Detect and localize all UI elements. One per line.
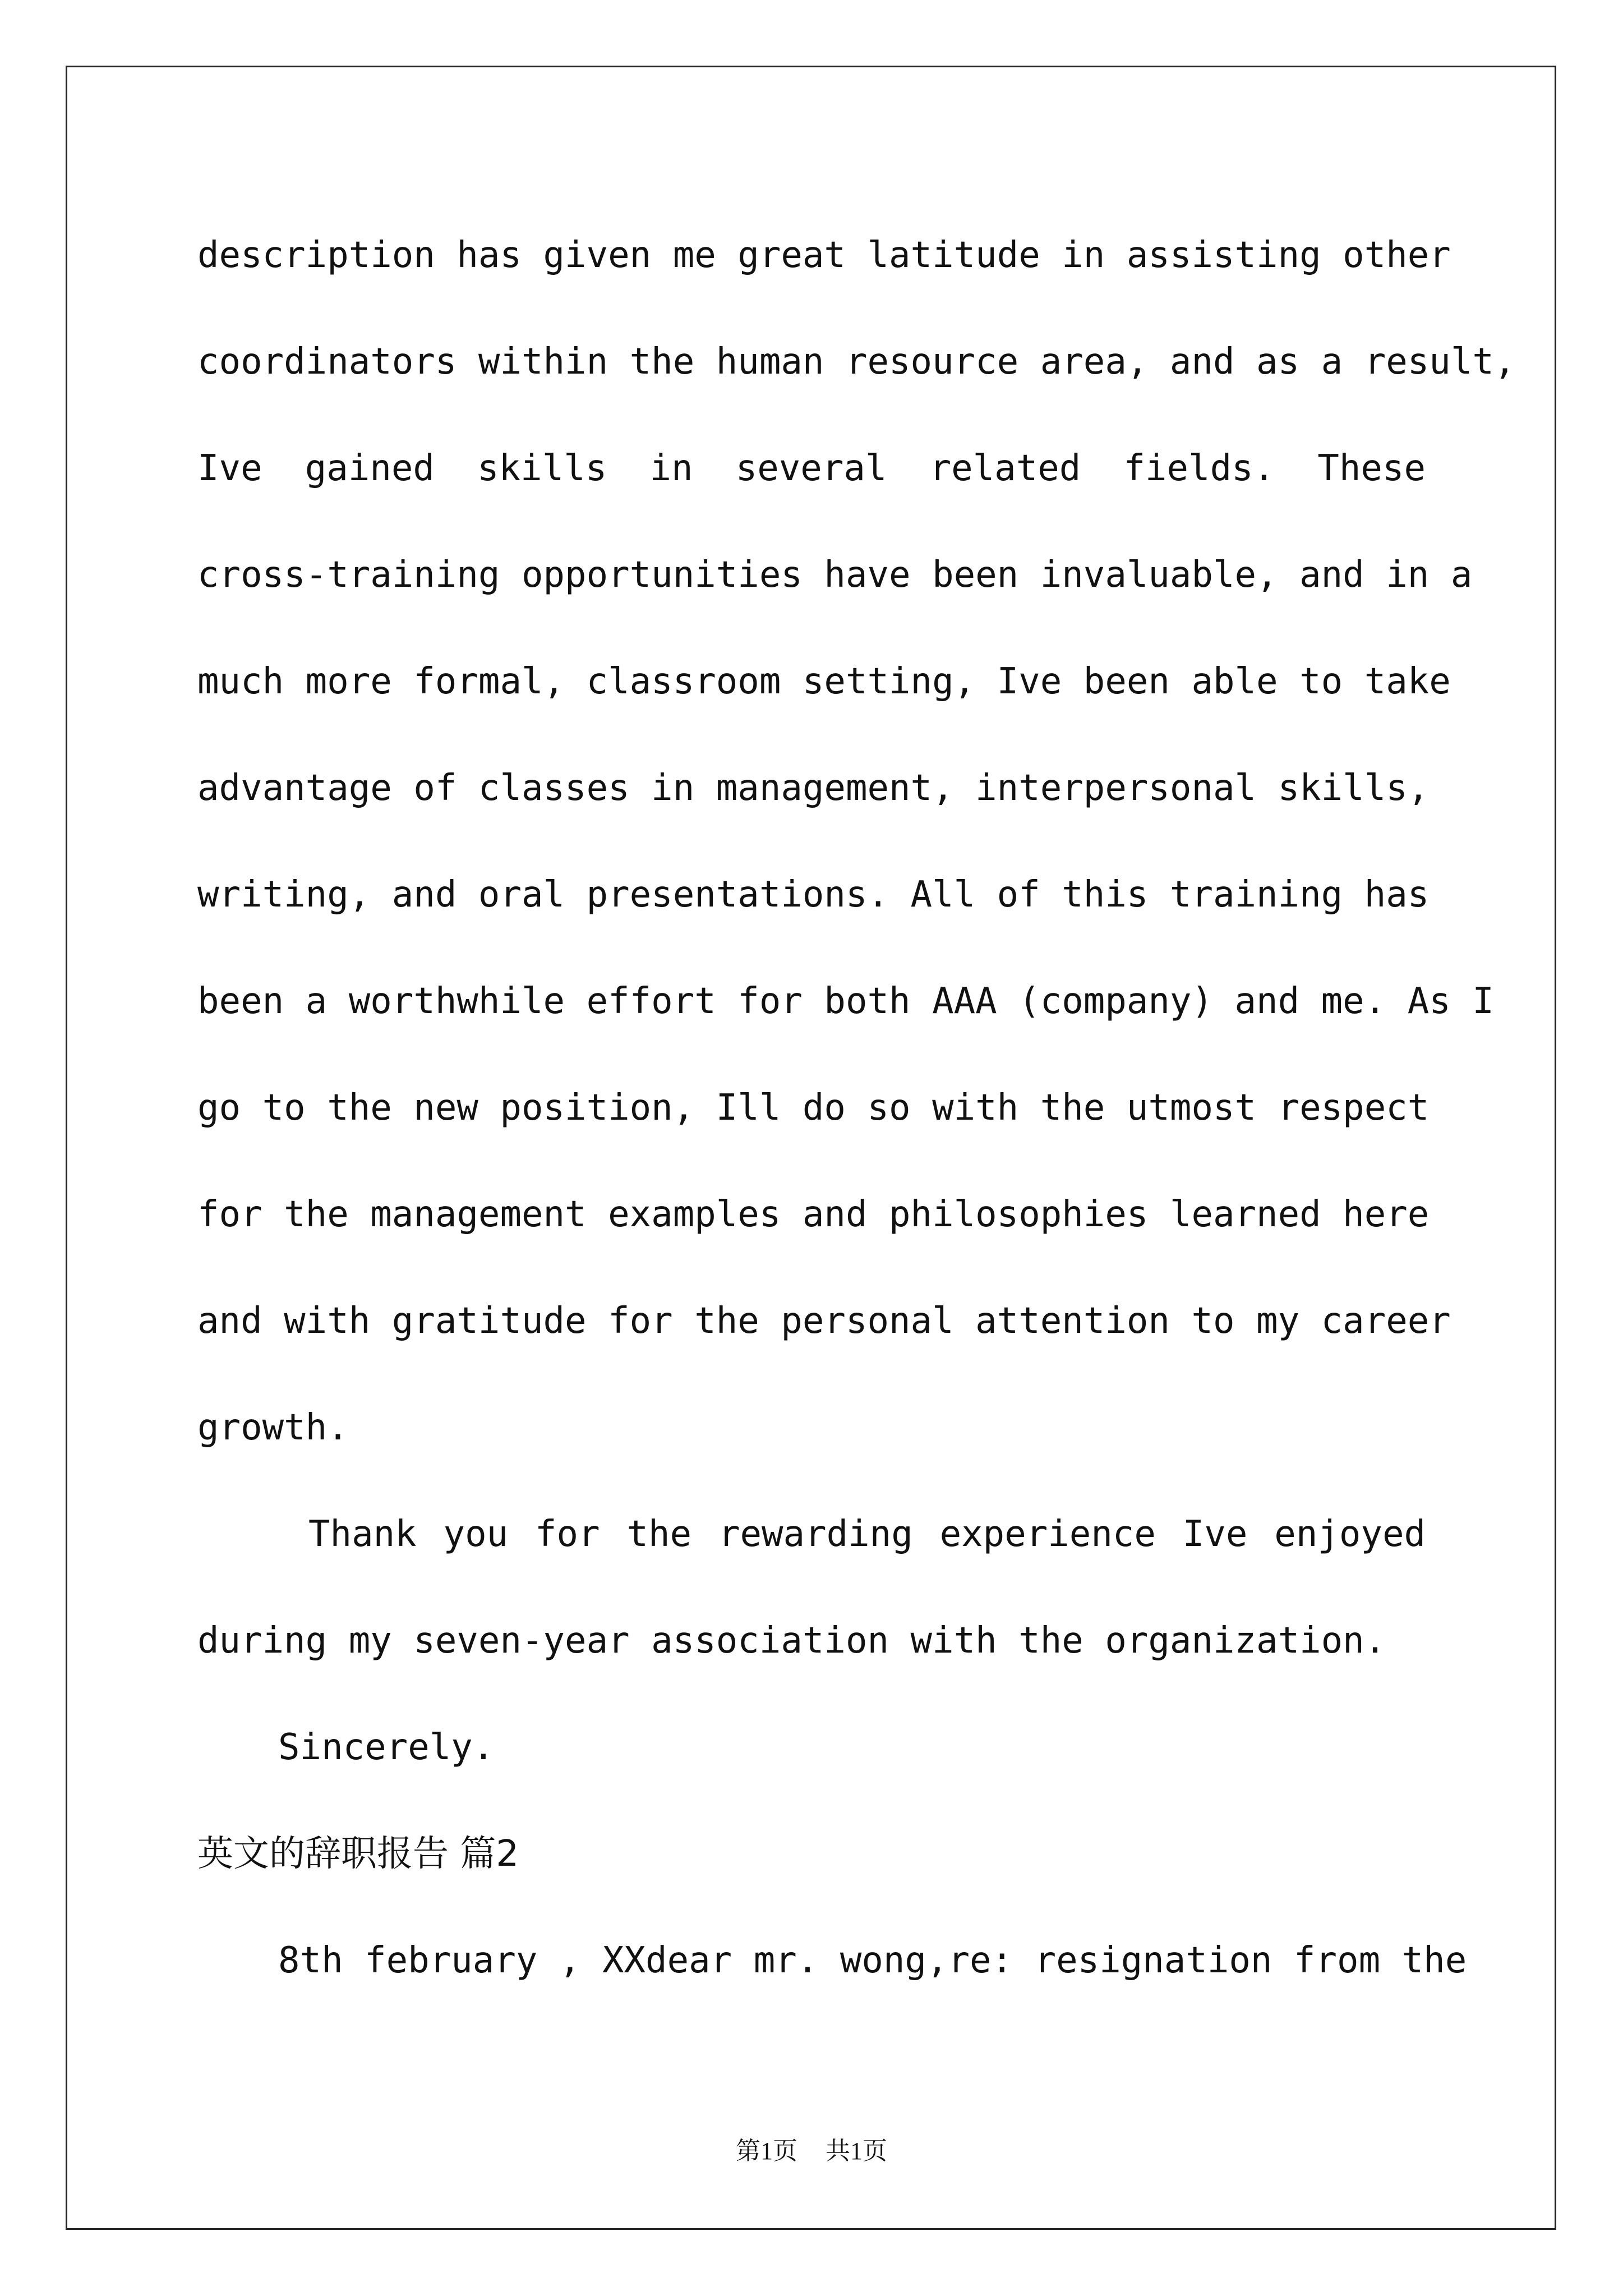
text-line: writing, and oral presentations. All of this training has	[197, 874, 1430, 915]
thanks-line: Thank you for the rewarding experience Ive enjoyed	[308, 1513, 1426, 1555]
thanks-line: during my seven-year association with the organization.	[197, 1620, 1386, 1662]
closing-line: Sincerely.	[278, 1727, 495, 1768]
page-footer	[0, 2131, 1623, 2166]
text-line: much more formal, classroom setting, Ive been able to take	[197, 661, 1451, 702]
text-line: for the management examples and philosophies learned here	[197, 1194, 1430, 1235]
paragraph-start: 8th february , XXdear mr. wong,re: resignation from the	[278, 1940, 1467, 1981]
text-line: and with gratitude for the personal attention to my career	[197, 1300, 1451, 1342]
page-total: 共1页	[826, 2137, 887, 2165]
document-body	[197, 202, 1516, 2014]
text-line: growth.	[197, 1407, 349, 1448]
page-number: 第1页	[736, 2137, 797, 2165]
text-line: description has given me great latitude in assisting other	[197, 234, 1451, 276]
text-line: coordinators within the human resource area, and as a result,	[197, 341, 1516, 383]
text-line: been a worthwhile effort for both AAA (company) and me. As I	[197, 981, 1494, 1022]
section-heading: 英文的辞职报告 篇2	[197, 1833, 519, 1875]
text-line: advantage of classes in management, interpersonal skills,	[197, 767, 1430, 809]
text-line: Ive gained skills in several related fields. These	[197, 448, 1426, 489]
text-line: cross-training opportunities have been invaluable, and in a	[197, 554, 1473, 596]
text-line: go to the new position, Ill do so with the utmost respect	[197, 1087, 1430, 1129]
